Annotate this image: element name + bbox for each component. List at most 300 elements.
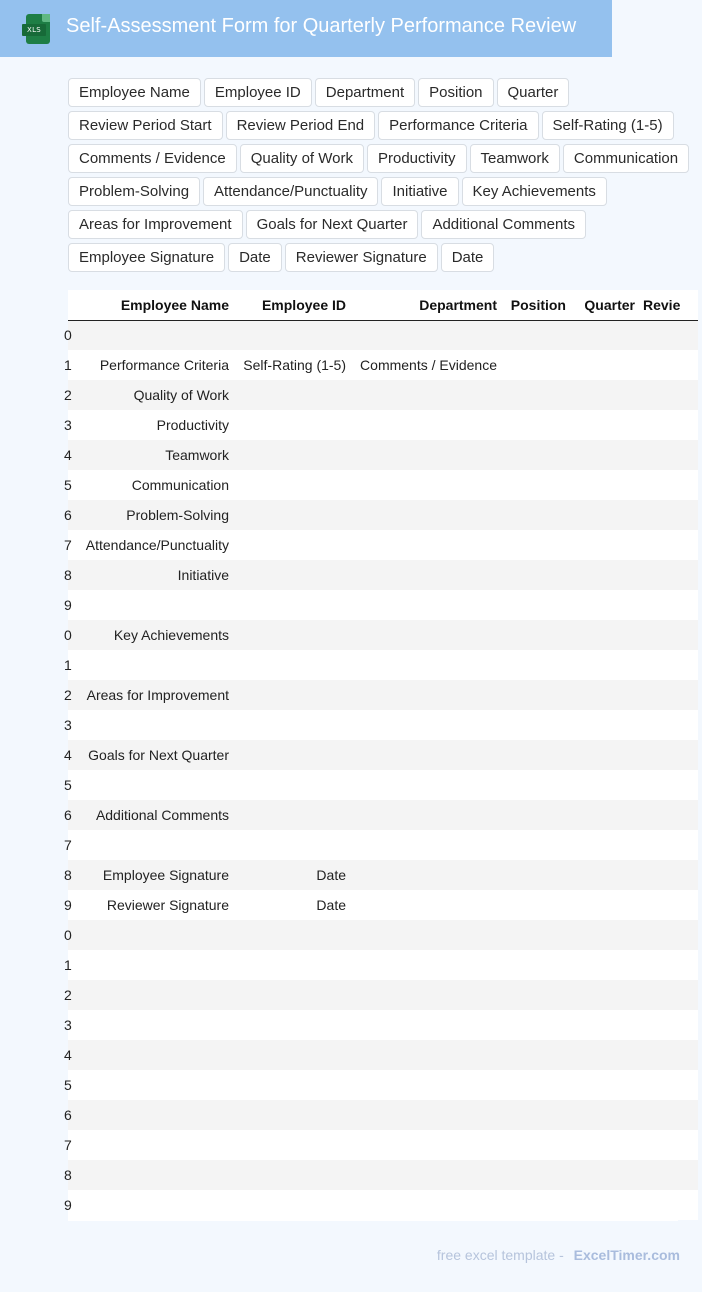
table-row xyxy=(68,1010,698,1040)
title-bar xyxy=(0,0,612,57)
row-index xyxy=(64,590,76,620)
column-header: Employee ID xyxy=(233,290,350,320)
table-cell[interactable] xyxy=(501,380,570,410)
row-index-label: 8 xyxy=(64,1167,72,1183)
table-cell[interactable] xyxy=(570,1190,639,1220)
table-cell[interactable] xyxy=(233,830,350,860)
table-cell[interactable] xyxy=(570,950,639,980)
table-cell[interactable] xyxy=(501,620,570,650)
row-index xyxy=(64,950,76,980)
column-header: Quarter xyxy=(570,290,639,320)
row-index xyxy=(64,1190,76,1220)
table-cell[interactable] xyxy=(570,410,639,440)
table-cell[interactable] xyxy=(350,800,501,830)
table-cell[interactable] xyxy=(233,710,350,740)
field-chip[interactable]: Key Achievements xyxy=(462,177,607,206)
field-chip[interactable]: Areas for Improvement xyxy=(68,210,243,239)
table-cell[interactable] xyxy=(76,650,233,680)
table-cell[interactable] xyxy=(350,1190,501,1220)
table-cell[interactable]: Self-Rating (1-5) xyxy=(233,350,350,380)
table-cell[interactable] xyxy=(501,350,570,380)
table-row xyxy=(68,980,698,1010)
table-row xyxy=(68,830,698,860)
row-index-label: 8 xyxy=(64,867,72,883)
table-row xyxy=(68,440,698,470)
table-cell[interactable]: Productivity xyxy=(76,410,233,440)
table-cell[interactable] xyxy=(233,590,350,620)
table-cell[interactable] xyxy=(233,560,350,590)
table-cell[interactable] xyxy=(570,650,639,680)
field-chip[interactable]: Position xyxy=(418,78,493,107)
table-cell[interactable] xyxy=(233,920,350,950)
table-row xyxy=(68,530,698,560)
field-chip[interactable]: Review Period Start xyxy=(68,111,223,140)
table-cell[interactable]: Comments / Evidence xyxy=(350,350,501,380)
table-cell[interactable] xyxy=(570,590,639,620)
table-cell[interactable] xyxy=(501,500,570,530)
table-cell[interactable] xyxy=(76,1190,233,1220)
table-cell[interactable]: Areas for Improvement xyxy=(76,680,233,710)
table-cell[interactable] xyxy=(570,320,639,350)
table-cell[interactable] xyxy=(639,410,698,440)
table-cell[interactable]: Communication xyxy=(76,470,233,500)
table-cell[interactable] xyxy=(639,440,698,470)
table-cell[interactable]: Key Achievements xyxy=(76,620,233,650)
table-cell[interactable] xyxy=(501,770,570,800)
row-index xyxy=(64,380,76,410)
table-cell[interactable] xyxy=(570,710,639,740)
field-chip[interactable]: Quality of Work xyxy=(240,144,364,173)
column-header xyxy=(68,290,76,320)
row-index-label: 8 xyxy=(64,567,72,583)
table-cell[interactable] xyxy=(233,800,350,830)
field-chip[interactable]: Productivity xyxy=(367,144,467,173)
table-cell[interactable] xyxy=(233,1100,350,1130)
table-row xyxy=(68,320,698,350)
row-index xyxy=(64,920,76,950)
table-cell[interactable] xyxy=(76,710,233,740)
row-index-label: 4 xyxy=(64,747,72,763)
table-cell[interactable]: Additional Comments xyxy=(76,800,233,830)
table-cell[interactable] xyxy=(76,1040,233,1070)
row-index xyxy=(64,740,76,770)
field-chip[interactable]: Reviewer Signature xyxy=(285,243,438,272)
file-fold-shape xyxy=(42,14,50,22)
row-index-label: 6 xyxy=(64,807,72,823)
table-cell[interactable] xyxy=(501,950,570,980)
table-cell[interactable] xyxy=(350,380,501,410)
row-index-label: 9 xyxy=(64,1197,72,1213)
table-row xyxy=(68,380,698,410)
table-row xyxy=(68,1130,698,1160)
table-cell[interactable] xyxy=(570,380,639,410)
xls-icon-label: XLS xyxy=(22,24,46,36)
table-cell[interactable] xyxy=(501,920,570,950)
field-chip[interactable]: Employee Name xyxy=(68,78,201,107)
table-cell[interactable] xyxy=(639,1160,698,1190)
table-cell[interactable] xyxy=(570,890,639,920)
table-cell[interactable] xyxy=(639,920,698,950)
table-cell[interactable] xyxy=(233,1130,350,1160)
table-cell[interactable] xyxy=(501,1130,570,1160)
table-row xyxy=(68,860,698,890)
column-header: Revie xyxy=(639,290,698,320)
row-index-label: 9 xyxy=(64,897,72,913)
table-cell[interactable] xyxy=(233,410,350,440)
table-cell[interactable]: Attendance/Punctuality xyxy=(76,530,233,560)
table-cell[interactable] xyxy=(639,740,698,770)
field-chip[interactable]: Department xyxy=(315,78,415,107)
table-cell[interactable] xyxy=(350,320,501,350)
table-cell[interactable] xyxy=(639,1190,698,1220)
table-cell[interactable] xyxy=(233,770,350,800)
table-cell[interactable] xyxy=(501,530,570,560)
row-index-label: 7 xyxy=(64,537,72,553)
row-index-label: 5 xyxy=(64,1077,72,1093)
row-index-label: 7 xyxy=(64,1137,72,1153)
table-cell[interactable] xyxy=(501,860,570,890)
row-index xyxy=(64,1160,76,1190)
table-cell[interactable] xyxy=(570,470,639,500)
table-cell[interactable] xyxy=(233,1040,350,1070)
table-cell[interactable] xyxy=(350,1070,501,1100)
table-cell[interactable] xyxy=(501,1160,570,1190)
row-index xyxy=(64,710,76,740)
table-row xyxy=(68,1070,698,1100)
footer-credit xyxy=(437,1247,680,1263)
table-cell[interactable] xyxy=(570,1070,639,1100)
table-cell[interactable] xyxy=(233,1010,350,1040)
table-cell[interactable] xyxy=(501,560,570,590)
table-cell[interactable] xyxy=(76,1010,233,1040)
table-cell[interactable] xyxy=(76,1100,233,1130)
table-cell[interactable] xyxy=(76,830,233,860)
table-cell[interactable]: Date xyxy=(233,890,350,920)
table-cell[interactable] xyxy=(350,590,501,620)
table-cell[interactable] xyxy=(233,500,350,530)
row-index xyxy=(64,1130,76,1160)
table-cell[interactable] xyxy=(570,770,639,800)
table-cell[interactable] xyxy=(233,980,350,1010)
table-cell[interactable] xyxy=(570,920,639,950)
table-cell[interactable] xyxy=(501,890,570,920)
table-cell[interactable] xyxy=(639,950,698,980)
row-index xyxy=(64,1040,76,1070)
field-chip[interactable]: Teamwork xyxy=(470,144,560,173)
field-chip[interactable]: Problem-Solving xyxy=(68,177,200,206)
table-cell[interactable] xyxy=(570,1160,639,1190)
xls-file-icon xyxy=(22,14,50,44)
table-cell[interactable] xyxy=(501,740,570,770)
table-cell[interactable] xyxy=(639,1070,698,1100)
table-cell[interactable] xyxy=(350,1040,501,1070)
table-cell[interactable] xyxy=(639,980,698,1010)
table-cell[interactable] xyxy=(233,440,350,470)
table-cell[interactable] xyxy=(350,650,501,680)
table-cell[interactable] xyxy=(350,680,501,710)
table-cell[interactable] xyxy=(501,980,570,1010)
table-cell[interactable] xyxy=(639,560,698,590)
table-cell[interactable] xyxy=(350,620,501,650)
table-cell[interactable]: Date xyxy=(233,860,350,890)
table-cell[interactable] xyxy=(501,800,570,830)
table-cell[interactable] xyxy=(570,1100,639,1130)
row-index xyxy=(64,1070,76,1100)
table-cell[interactable] xyxy=(639,470,698,500)
table-cell[interactable] xyxy=(570,1040,639,1070)
row-index xyxy=(64,470,76,500)
table-cell[interactable] xyxy=(350,920,501,950)
table-cell[interactable] xyxy=(233,950,350,980)
row-index-label: 2 xyxy=(64,987,72,1003)
table-cell[interactable] xyxy=(233,1070,350,1100)
table-cell[interactable] xyxy=(570,860,639,890)
table-cell[interactable] xyxy=(570,830,639,860)
table-row xyxy=(68,800,698,830)
row-index-label: 2 xyxy=(64,387,72,403)
field-chip[interactable]: Employee ID xyxy=(204,78,312,107)
table-cell[interactable] xyxy=(350,440,501,470)
table-cell[interactable] xyxy=(639,320,698,350)
table-row xyxy=(68,500,698,530)
field-chip[interactable]: Initiative xyxy=(381,177,458,206)
table-cell[interactable] xyxy=(639,380,698,410)
table-cell[interactable] xyxy=(639,890,698,920)
table-row xyxy=(68,920,698,950)
table-cell[interactable] xyxy=(501,650,570,680)
table-cell[interactable]: Problem-Solving xyxy=(76,500,233,530)
table-cell[interactable] xyxy=(350,1160,501,1190)
row-index-label: 4 xyxy=(64,447,72,463)
table-cell[interactable] xyxy=(639,680,698,710)
table-cell[interactable] xyxy=(639,500,698,530)
table-cell[interactable] xyxy=(639,350,698,380)
row-index-label: 7 xyxy=(64,837,72,853)
table-cell[interactable] xyxy=(350,860,501,890)
table-cell[interactable] xyxy=(501,830,570,860)
field-chip[interactable]: Goals for Next Quarter xyxy=(246,210,419,239)
table-cell[interactable] xyxy=(501,320,570,350)
row-index xyxy=(64,320,76,350)
table-cell[interactable] xyxy=(350,1100,501,1130)
table-cell[interactable] xyxy=(233,530,350,560)
table-row xyxy=(68,650,698,680)
table-cell[interactable] xyxy=(350,470,501,500)
table-cell[interactable] xyxy=(350,410,501,440)
field-chip[interactable]: Quarter xyxy=(497,78,570,107)
table-cell[interactable] xyxy=(639,800,698,830)
table-cell[interactable] xyxy=(639,590,698,620)
table-cell[interactable] xyxy=(639,830,698,860)
field-chip[interactable]: Performance Criteria xyxy=(378,111,538,140)
table-cell[interactable] xyxy=(76,950,233,980)
row-index-label: 0 xyxy=(64,927,72,943)
table-cell[interactable] xyxy=(501,1010,570,1040)
table-cell[interactable] xyxy=(350,530,501,560)
table-cell[interactable]: Quality of Work xyxy=(76,380,233,410)
field-chip[interactable]: Review Period End xyxy=(226,111,376,140)
table-cell[interactable] xyxy=(350,830,501,860)
table-cell[interactable] xyxy=(76,590,233,620)
row-index-label: 1 xyxy=(64,357,72,373)
row-index-label: 6 xyxy=(64,507,72,523)
spreadsheet-table xyxy=(64,290,698,1220)
table-cell[interactable] xyxy=(639,1040,698,1070)
row-index-label: 1 xyxy=(64,957,72,973)
table-cell[interactable] xyxy=(639,530,698,560)
table-header-row xyxy=(68,290,698,320)
table-cell[interactable] xyxy=(350,710,501,740)
table-cell[interactable] xyxy=(501,710,570,740)
table-cell[interactable] xyxy=(501,1100,570,1130)
table-cell[interactable] xyxy=(570,620,639,650)
table-row xyxy=(68,770,698,800)
table-cell[interactable] xyxy=(570,560,639,590)
table-cell[interactable] xyxy=(233,680,350,710)
row-index xyxy=(64,350,76,380)
field-chip[interactable]: Attendance/Punctuality xyxy=(203,177,378,206)
table-cell[interactable] xyxy=(501,1190,570,1220)
column-header: Department xyxy=(350,290,501,320)
row-index xyxy=(64,860,76,890)
table-cell[interactable] xyxy=(76,1130,233,1160)
table-cell[interactable] xyxy=(233,320,350,350)
table-cell[interactable] xyxy=(570,800,639,830)
table-row xyxy=(68,680,698,710)
field-chip[interactable]: Date xyxy=(228,243,282,272)
table-row xyxy=(68,620,698,650)
table-cell[interactable] xyxy=(501,1040,570,1070)
row-index xyxy=(64,440,76,470)
page-title: Self-Assessment Form for Quarterly Performance Review xyxy=(66,15,577,37)
footer-brand-link[interactable]: ExcelTimer.com xyxy=(573,1247,680,1263)
row-index-label: 0 xyxy=(64,627,72,643)
field-chip[interactable]: Date xyxy=(441,243,495,272)
row-index-label: 1 xyxy=(64,657,72,673)
row-index xyxy=(64,560,76,590)
row-index xyxy=(64,770,76,800)
table-cell[interactable] xyxy=(233,1160,350,1190)
table-cell[interactable]: Employee Signature xyxy=(76,860,233,890)
table-cell[interactable] xyxy=(350,560,501,590)
row-index-label: 3 xyxy=(64,1017,72,1033)
row-index xyxy=(64,800,76,830)
table-cell[interactable] xyxy=(570,1010,639,1040)
row-index-label: 4 xyxy=(64,1047,72,1063)
table-cell[interactable] xyxy=(76,320,233,350)
table-cell[interactable] xyxy=(350,500,501,530)
table-cell[interactable] xyxy=(76,980,233,1010)
row-index xyxy=(64,530,76,560)
table-cell[interactable] xyxy=(350,950,501,980)
table-cell[interactable] xyxy=(570,980,639,1010)
field-chip[interactable]: Additional Comments xyxy=(421,210,586,239)
row-index-label: 5 xyxy=(64,777,72,793)
table-row xyxy=(68,470,698,500)
table-cell[interactable] xyxy=(233,470,350,500)
row-index-label: 3 xyxy=(64,417,72,433)
table-cell[interactable] xyxy=(501,680,570,710)
table-cell[interactable] xyxy=(350,980,501,1010)
table-cell[interactable]: Initiative xyxy=(76,560,233,590)
table-row xyxy=(68,950,698,980)
table-cell[interactable] xyxy=(639,710,698,740)
table-cell[interactable] xyxy=(570,1130,639,1160)
table-cell[interactable] xyxy=(639,1100,698,1130)
field-chip[interactable]: Communication xyxy=(563,144,689,173)
table-cell[interactable] xyxy=(233,1190,350,1220)
column-header: Position xyxy=(501,290,570,320)
table-cell[interactable] xyxy=(350,890,501,920)
table-cell[interactable] xyxy=(501,590,570,620)
table-cell[interactable]: Teamwork xyxy=(76,440,233,470)
table-cell[interactable]: Performance Criteria xyxy=(76,350,233,380)
table-cell[interactable] xyxy=(570,680,639,710)
row-index-label: 2 xyxy=(64,687,72,703)
table-cell[interactable] xyxy=(501,470,570,500)
table-row xyxy=(68,1100,698,1130)
field-chip-list xyxy=(68,78,698,272)
table-cell[interactable] xyxy=(501,440,570,470)
row-index xyxy=(64,500,76,530)
table-cell[interactable] xyxy=(233,740,350,770)
table-row xyxy=(68,590,698,620)
row-index xyxy=(64,890,76,920)
table-cell[interactable] xyxy=(639,1010,698,1040)
table-cell[interactable] xyxy=(570,500,639,530)
row-index-label: 0 xyxy=(64,327,72,344)
row-index xyxy=(64,1010,76,1040)
table-cell[interactable] xyxy=(570,440,639,470)
table-cell[interactable] xyxy=(350,1130,501,1160)
table-cell[interactable] xyxy=(233,620,350,650)
table-cell[interactable] xyxy=(501,1070,570,1100)
row-index-label: 5 xyxy=(64,477,72,493)
table-cell[interactable]: Goals for Next Quarter xyxy=(76,740,233,770)
table-cell[interactable] xyxy=(76,770,233,800)
table-cell[interactable] xyxy=(350,1010,501,1040)
table-row xyxy=(68,1160,698,1190)
field-chip[interactable]: Employee Signature xyxy=(68,243,225,272)
table-cell[interactable] xyxy=(639,650,698,680)
spreadsheet-preview xyxy=(64,290,681,1221)
row-index xyxy=(64,980,76,1010)
table-cell[interactable] xyxy=(76,1160,233,1190)
table-cell[interactable] xyxy=(639,620,698,650)
table-cell[interactable] xyxy=(501,410,570,440)
table-cell[interactable] xyxy=(639,1130,698,1160)
table-cell[interactable] xyxy=(570,350,639,380)
table-cell[interactable] xyxy=(570,740,639,770)
table-row xyxy=(68,410,698,440)
table-cell[interactable] xyxy=(350,770,501,800)
table-cell[interactable] xyxy=(76,920,233,950)
table-cell[interactable] xyxy=(233,650,350,680)
field-chip[interactable]: Comments / Evidence xyxy=(68,144,237,173)
table-cell[interactable] xyxy=(570,530,639,560)
table-cell[interactable] xyxy=(639,770,698,800)
footer-prefix: free excel template - xyxy=(436,1247,564,1263)
field-chip[interactable]: Self-Rating (1-5) xyxy=(542,111,674,140)
table-cell[interactable] xyxy=(233,380,350,410)
table-row xyxy=(68,1040,698,1070)
table-cell[interactable] xyxy=(639,860,698,890)
table-cell[interactable]: Reviewer Signature xyxy=(76,890,233,920)
table-cell[interactable] xyxy=(350,740,501,770)
row-index-label: 3 xyxy=(64,717,72,733)
table-cell[interactable] xyxy=(76,1070,233,1100)
row-index-label: 9 xyxy=(64,597,72,613)
